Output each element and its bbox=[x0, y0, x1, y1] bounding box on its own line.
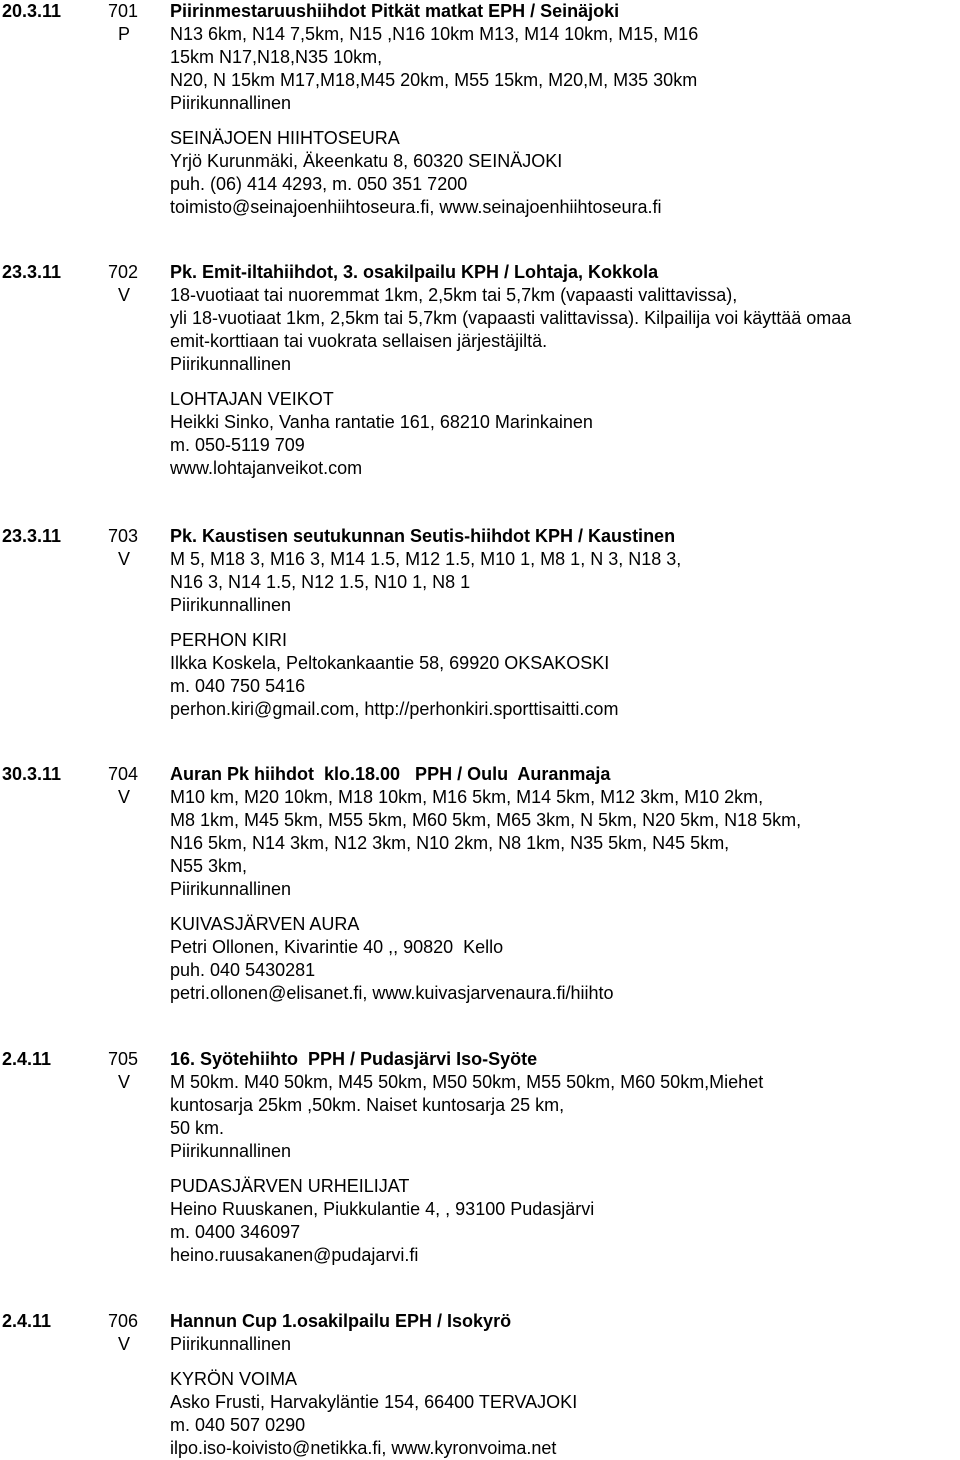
organizer-phone: puh. 040 5430281 bbox=[170, 960, 316, 980]
event-level: Piirikunnallinen bbox=[170, 1141, 292, 1161]
event-number: 702 bbox=[108, 262, 139, 282]
event-body bbox=[170, 1048, 960, 1267]
organizer-name: PERHON KIRI bbox=[170, 630, 288, 650]
event-title: 16. Syötehiihto PPH / Pudasjärvi Iso-Syöte bbox=[170, 1049, 538, 1069]
event-detail-line: N20, N 15km M17,M18,M45 20km, M55 15km, M20,M, M35 30km bbox=[170, 70, 698, 90]
organizer-web: www.lohtajanveikot.com bbox=[170, 458, 363, 478]
event-detail-line: N16 3, N14 1.5, N12 1.5, N10 1, N8 1 bbox=[170, 572, 471, 592]
organizer-contact: Heino Ruuskanen, Piukkulantie 4, , 93100 Pudasjärvi bbox=[170, 1199, 595, 1219]
event-body bbox=[170, 525, 960, 721]
event-number: 704 bbox=[108, 764, 139, 784]
event-detail-line: M 5, M18 3, M16 3, M14 1.5, M12 1.5, M10 1, M8 1, N 3, N18 3, bbox=[170, 549, 682, 569]
event-level: Piirikunnallinen bbox=[170, 93, 292, 113]
event-body bbox=[170, 261, 960, 480]
event-title: Pk. Emit-iltahiihdot, 3. osakilpailu KPH / Lohtaja, Kokkola bbox=[170, 262, 659, 282]
event-title: Hannun Cup 1.osakilpailu EPH / Isokyrö bbox=[170, 1311, 512, 1331]
event-detail-line: 18-vuotiaat tai nuoremmat 1km, 2,5km tai 5,7km (vapaasti valittavissa), bbox=[170, 285, 738, 305]
event-title: Pk. Kaustisen seutukunnan Seutis-hiihdot KPH / Kaustinen bbox=[170, 526, 676, 546]
event-detail-line: N16 5km, N14 3km, N12 3km, N10 2km, N8 1km, N35 5km, N45 5km, bbox=[170, 833, 730, 853]
organizer-name: KYRÖN VOIMA bbox=[170, 1369, 298, 1389]
organizer-web: petri.ollonen@elisanet.fi, www.kuivasjarvenaura.fi/hiihto bbox=[170, 983, 614, 1003]
event-detail-line: M 50km. M40 50km, M45 50km, M50 50km, M55 50km, M60 50km,Miehet bbox=[170, 1072, 764, 1092]
organizer-contact: Yrjö Kurunmäki, Äkeenkatu 8, 60320 SEINÄJOKI bbox=[170, 151, 563, 171]
organizer-name: SEINÄJOEN HIIHTOSEURA bbox=[170, 128, 400, 148]
event-detail-line: emit-korttiaan tai vuokrata sellaisen järjestäjiltä. bbox=[170, 331, 548, 351]
event-body bbox=[170, 0, 960, 219]
event-code: V bbox=[118, 1334, 131, 1354]
event-title: Auran Pk hiihdot klo.18.00 PPH / Oulu Auranmaja bbox=[170, 764, 611, 784]
organizer-name: PUDASJÄRVEN URHEILIJAT bbox=[170, 1176, 410, 1196]
organizer-contact: Asko Frusti, Harvakyläntie 154, 66400 TERVAJOKI bbox=[170, 1392, 578, 1412]
organizer-name: LOHTAJAN VEIKOT bbox=[170, 389, 334, 409]
event-title: Piirinmestaruushiihdot Pitkät matkat EPH / Seinäjoki bbox=[170, 1, 620, 21]
event-number: 706 bbox=[108, 1311, 139, 1331]
organizer-web: perhon.kiri@gmail.com, http://perhonkiri.sporttisaitti.com bbox=[170, 699, 619, 719]
event-date: 20.3.11 bbox=[2, 1, 62, 21]
event-detail-line: kuntosarja 25km ,50km. Naiset kuntosarja 25 km, bbox=[170, 1095, 565, 1115]
organizer-phone: puh. (06) 414 4293, m. 050 351 7200 bbox=[170, 174, 468, 194]
event-detail-line: yli 18-vuotiaat 1km, 2,5km tai 5,7km (vapaasti valittavissa). Kilpailija voi käyttää omaa bbox=[170, 308, 852, 328]
event-code: V bbox=[118, 549, 131, 569]
event-detail-line: N13 6km, N14 7,5km, N15 ,N16 10km M13, M14 10km, M15, M16 bbox=[170, 24, 699, 44]
organizer-phone: m. 0400 346097 bbox=[170, 1222, 301, 1242]
event-level: Piirikunnallinen bbox=[170, 1334, 292, 1354]
event-code: V bbox=[118, 787, 131, 807]
organizer-web: toimisto@seinajoenhiihtoseura.fi, www.seinajoenhiihtoseura.fi bbox=[170, 197, 662, 217]
event-number: 701 bbox=[108, 1, 139, 21]
event-code: P bbox=[118, 24, 131, 44]
event-detail-line: N55 3km, bbox=[170, 856, 248, 876]
event-date: 2.4.11 bbox=[2, 1311, 52, 1331]
event-code: V bbox=[118, 1072, 131, 1092]
event-level: Piirikunnallinen bbox=[170, 354, 292, 374]
event-detail-line: M10 km, M20 10km, M18 10km, M16 5km, M14 5km, M12 3km, M10 2km, bbox=[170, 787, 764, 807]
event-body bbox=[170, 1310, 960, 1460]
event-level: Piirikunnallinen bbox=[170, 595, 292, 615]
organizer-contact: Heikki Sinko, Vanha rantatie 161, 68210 Marinkainen bbox=[170, 412, 593, 432]
event-number: 703 bbox=[108, 526, 139, 546]
event-date: 2.4.11 bbox=[2, 1049, 52, 1069]
event-date: 23.3.11 bbox=[2, 526, 62, 546]
organizer-phone: m. 040 750 5416 bbox=[170, 676, 306, 696]
organizer-phone: m. 050-5119 709 bbox=[170, 435, 305, 455]
organizer-contact: Petri Ollonen, Kivarintie 40 ,, 90820 Kello bbox=[170, 937, 504, 957]
organizer-name: KUIVASJÄRVEN AURA bbox=[170, 914, 360, 934]
organizer-phone: m. 040 507 0290 bbox=[170, 1415, 306, 1435]
event-level: Piirikunnallinen bbox=[170, 879, 292, 899]
organizer-contact: Ilkka Koskela, Peltokankaantie 58, 69920 OKSAKOSKI bbox=[170, 653, 610, 673]
event-body bbox=[170, 763, 960, 1005]
organizer-web: heino.ruusakanen@pudajarvi.fi bbox=[170, 1245, 419, 1265]
event-date: 30.3.11 bbox=[2, 764, 62, 784]
event-date: 23.3.11 bbox=[2, 262, 62, 282]
event-detail-line: 15km N17,N18,N35 10km, bbox=[170, 47, 383, 67]
event-detail-line: 50 km. bbox=[170, 1118, 225, 1138]
event-code: V bbox=[118, 285, 131, 305]
organizer-web: ilpo.iso-koivisto@netikka.fi, www.kyronvoima.net bbox=[170, 1438, 557, 1458]
event-detail-line: M8 1km, M45 5km, M55 5km, M60 5km, M65 3km, N 5km, N20 5km, N18 5km, bbox=[170, 810, 802, 830]
event-number: 705 bbox=[108, 1049, 139, 1069]
